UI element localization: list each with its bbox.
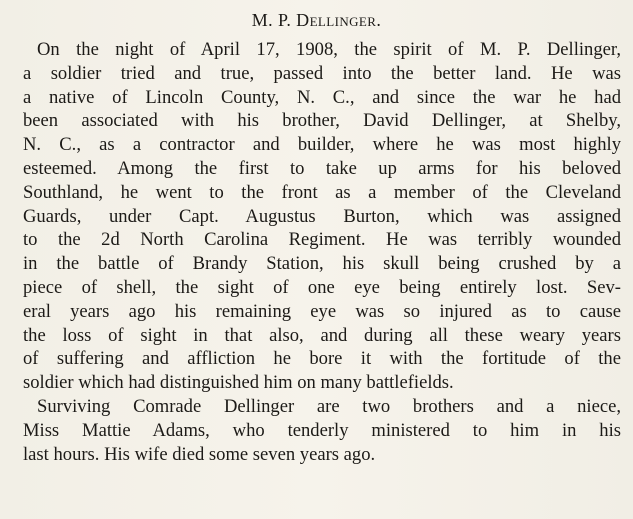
paragraph-line: esteemed. Among the first to take up arms for his beloved xyxy=(23,157,621,179)
paragraph-line: piece of shell, the sight of one eye being entirely lost. Sev- xyxy=(23,276,621,298)
article-title xyxy=(0,9,633,31)
paragraph-line: On the night of April 17, 1908, the spirit of M. P. Dellinger, xyxy=(37,39,621,60)
paragraph-line: to the 2d North Carolina Regiment. He was terribly wounded xyxy=(23,229,621,251)
paragraph-line: the loss of sight in that also, and during all these weary years xyxy=(23,324,621,346)
paragraph-line: in the battle of Brandy Station, his skull being crushed by a xyxy=(23,253,621,275)
paragraph-1 xyxy=(23,38,621,395)
paragraph-line: a native of Lincoln County, N. C., and since the war he had xyxy=(23,86,621,108)
paragraph-line: Miss Mattie Adams, who tenderly ministered to him in his xyxy=(23,419,621,441)
article-body xyxy=(23,38,621,466)
paragraph-line: been associated with his brother, David Dellinger, at Shelby, xyxy=(23,110,621,132)
paragraph-line: eral years ago his remaining eye was so injured as to cause xyxy=(23,300,621,322)
paragraph-line: a soldier tried and true, passed into the better land. He was xyxy=(23,62,621,84)
paragraph-line: last hours. His wife died some seven years ago. xyxy=(23,443,376,465)
paragraph-line: of suffering and affliction he bore it with the fortitude of the xyxy=(23,348,621,370)
article-title-text: M. P. Dellinger. xyxy=(251,10,382,30)
paragraph-line: Southland, he went to the front as a member of the Cleveland xyxy=(23,181,621,203)
paragraph-line: soldier which had distinguished him on many battlefields. xyxy=(23,372,454,394)
paragraph-2 xyxy=(23,395,621,466)
paragraph-line: Surviving Comrade Dellinger are two brothers and a niece, xyxy=(37,395,621,417)
paragraph-line: N. C., as a contractor and builder, where he was most highly xyxy=(23,134,621,156)
paragraph-line: Guards, under Capt. Augustus Burton, which was assigned xyxy=(23,205,621,227)
